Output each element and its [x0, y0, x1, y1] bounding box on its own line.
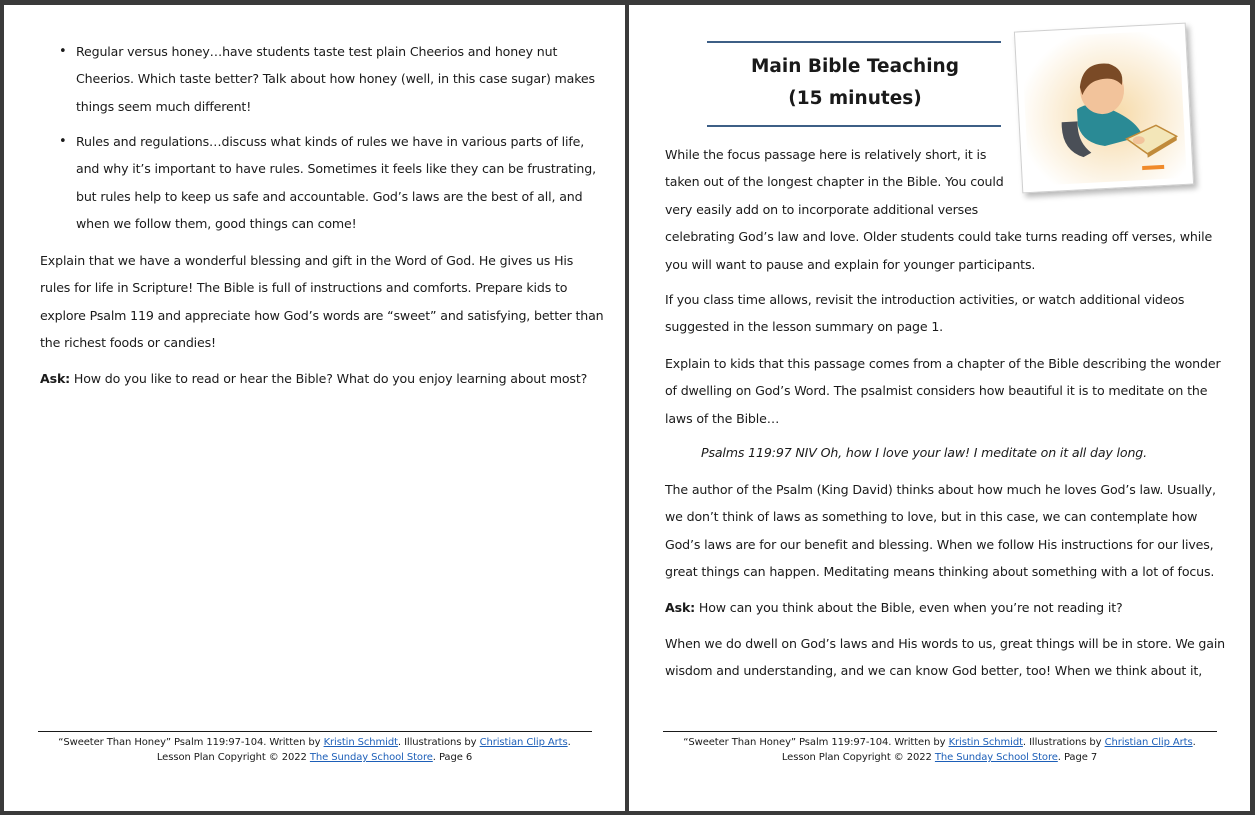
- section-heading-title: Main Bible Teaching: [751, 56, 959, 77]
- footer-credit-end: .: [1192, 737, 1196, 748]
- document-page-6: [4, 5, 625, 811]
- explain-line-2: rules for life in Scripture! The Bible is full of instructions and comforts. Prepare kids to: [40, 280, 568, 296]
- class-time-line-2: suggested in the lesson summary on page 1.: [665, 319, 944, 335]
- ask-paragraph: [40, 365, 587, 392]
- author-link[interactable]: Kristin Schmidt: [323, 737, 398, 748]
- bullet-dot-icon: •: [59, 44, 67, 59]
- bullet-item-2: [76, 128, 596, 238]
- passage-line-1: While the focus passage here is relatively short, it is: [665, 147, 987, 162]
- scripture-verse: Psalms 119:97 NIV Oh, how I love your law! I meditate on it all day long.: [701, 445, 1147, 460]
- class-time-line-1: If you class time allows, revisit the introduction activities, or watch additional videos: [665, 292, 1185, 307]
- page-number: . Page 6: [432, 752, 473, 763]
- explain-line-3: explore Psalm 119 and appreciate how God’s words are “sweet” and satisfying, better than: [40, 307, 604, 323]
- illustrator-link[interactable]: Christian Clip Arts: [1104, 737, 1193, 748]
- explain-line-4: the richest foods or candies!: [40, 335, 216, 351]
- explain-line-1: Explain that we have a wonderful blessing and gift in the Word of God. He gives us His: [40, 253, 574, 268]
- copyright-text: Lesson Plan Copyright © 2022: [781, 752, 935, 763]
- ask-paragraph: [665, 594, 1123, 621]
- dwell-paragraph: [665, 630, 1225, 685]
- explain-psalm-line-1: Explain to kids that this passage comes from a chapter of the Bible describing the wonder: [665, 356, 1221, 371]
- author-para-line-4: great things can happen. Meditating means thinking about something with a lot of focus.: [665, 564, 1215, 580]
- section-heading-duration: (15 minutes): [788, 88, 922, 109]
- footer-credit-prefix: “Sweeter Than Honey” Psalm 119:97-104. Written by: [683, 737, 949, 748]
- passage-line-5: you will want to pause and explain for younger participants.: [665, 256, 1036, 272]
- footer-credit-prefix: “Sweeter Than Honey” Psalm 119:97-104. Written by: [58, 737, 324, 748]
- passage-line-3: very easily add on to incorporate additional verses: [665, 201, 979, 217]
- page-footer: [4, 735, 625, 765]
- author-para-line-2: we don’t think of laws as something to love, but in this case, we can contemplate how: [665, 509, 1198, 525]
- heading-rule-bottom: [707, 125, 1001, 127]
- bullet-2-line-1: Rules and regulations…discuss what kinds of rules we have in various parts of life,: [76, 134, 585, 149]
- author-para-line-1: The author of the Psalm (King David) thinks about how much he loves God’s law. Usually,: [665, 482, 1216, 497]
- dwell-line-2: wisdom and understanding, and we can know God better, too! When we think about it,: [665, 663, 1203, 679]
- copyright-text: Lesson Plan Copyright © 2022: [156, 752, 310, 763]
- explain-psalm-paragraph: [665, 350, 1221, 432]
- footer-credit-mid: . Illustrations by: [1022, 737, 1105, 748]
- page-number: . Page 7: [1057, 752, 1098, 763]
- heading-rule-top: [707, 41, 1001, 43]
- ask-label: Ask:: [40, 371, 71, 386]
- explain-paragraph: [40, 247, 604, 357]
- bullet-1-line-1: Regular versus honey…have students taste test plain Cheerios and honey nut: [76, 44, 558, 59]
- section-heading: [707, 51, 1003, 115]
- ask-question: How do you like to read or hear the Bible? What do you enjoy learning about most?: [70, 371, 588, 386]
- bullet-2-line-2: and why it’s important to have rules. Sometimes it feels like they can be frustrating,: [76, 161, 596, 177]
- footer-credit-mid: . Illustrations by: [397, 737, 480, 748]
- explain-psalm-line-3: laws of the Bible…: [665, 410, 780, 426]
- author-link[interactable]: Kristin Schmidt: [948, 737, 1023, 748]
- author-paragraph: [665, 476, 1216, 586]
- dwell-line-1: When we do dwell on God’s laws and His words to us, great things will be in store. We gain: [665, 636, 1226, 651]
- bullet-1-line-3: things seem much different!: [76, 98, 252, 114]
- store-link[interactable]: The Sunday School Store: [934, 752, 1058, 763]
- bullet-item-1: [76, 38, 595, 120]
- passage-paragraph: [665, 141, 1212, 278]
- page-footer: [629, 735, 1250, 765]
- bullet-2-line-3: but rules help to keep us safe and accountable. God’s laws are the best of all, and: [76, 188, 583, 204]
- class-time-paragraph: [665, 286, 1184, 341]
- passage-line-2: taken out of the longest chapter in the Bible. You could: [665, 174, 1004, 190]
- store-link[interactable]: The Sunday School Store: [309, 752, 433, 763]
- author-para-line-3: God’s laws are for our benefit and blessing. When we follow His instructions for our lives,: [665, 536, 1214, 552]
- ask-label: Ask:: [665, 600, 696, 615]
- bullet-2-line-4: when we follow them, good things can come!: [76, 216, 357, 232]
- document-page-7: [629, 5, 1250, 811]
- footer-divider: [38, 731, 592, 732]
- bullet-dot-icon: •: [59, 134, 67, 149]
- ask-question: How can you think about the Bible, even when you’re not reading it?: [695, 600, 1123, 615]
- explain-psalm-line-2: of dwelling on God’s Word. The psalmist considers how beautiful it is to meditate on the: [665, 383, 1208, 399]
- footer-divider: [663, 731, 1217, 732]
- illustrator-link[interactable]: Christian Clip Arts: [479, 737, 568, 748]
- footer-credit-end: .: [567, 737, 571, 748]
- passage-line-4: celebrating God’s law and love. Older students could take turns reading off verses, while: [665, 229, 1213, 245]
- bullet-1-line-2: Cheerios. Which taste better? Talk about how honey (well, in this case sugar) makes: [76, 71, 595, 87]
